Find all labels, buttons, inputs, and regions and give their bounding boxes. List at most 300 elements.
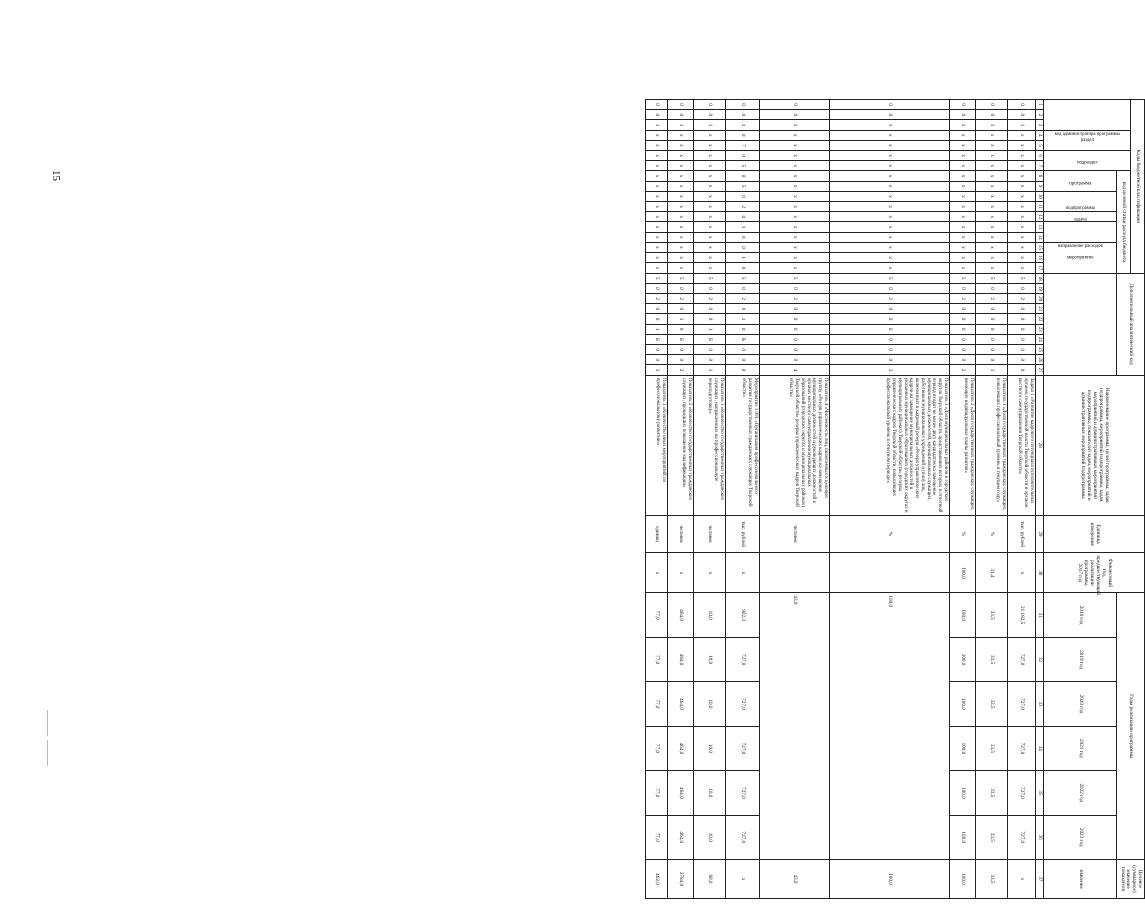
column-number: 34 xyxy=(1036,726,1044,770)
code-cell: 0 xyxy=(760,334,830,344)
code-cell: x xyxy=(976,161,1008,171)
code-cell: x xyxy=(950,161,976,171)
unit-cell: человек xyxy=(760,515,830,553)
code-cell: 3 xyxy=(646,365,668,375)
target-cell: 33,5 xyxy=(976,859,1008,898)
code-cell: 0 xyxy=(760,100,830,110)
code-cell: x xyxy=(950,202,976,212)
code-cell: 5 xyxy=(976,273,1008,283)
year-cell: 33,5 xyxy=(976,593,1008,637)
code-cell: 0 xyxy=(668,110,694,120)
table-row xyxy=(668,100,694,899)
measure-header: мероприятие xyxy=(1044,242,1117,273)
code-cell: 0 xyxy=(726,130,760,140)
code-cell: x xyxy=(1008,253,1036,263)
code-cell: x xyxy=(694,253,726,263)
code-cell: 5 xyxy=(950,273,976,283)
year-cell: 464,0 xyxy=(668,637,694,681)
code-cell: 0 xyxy=(760,314,830,324)
code-cell: x xyxy=(760,181,830,191)
code-cell: x xyxy=(646,202,668,212)
code-cell: 0 xyxy=(726,151,760,161)
year-cell: 727,0 xyxy=(1008,771,1036,815)
code-cell: 0 xyxy=(726,355,760,365)
code-cell: 5 xyxy=(726,161,760,171)
year-cell: 10,0 xyxy=(694,726,726,770)
column-number: 27 xyxy=(1036,365,1044,375)
y2019-header: 2019 год xyxy=(1044,637,1117,681)
row-name: Показатель 4 «Численность лиц, включенных в целевую группу «Резерв управленческих кадров на замещение муниципальных должностей и руководящих должностей в органах местного самоуправления муниципальных образований (городских округах и муниципальных районах) Тверской области» резерва управленческих кадров Тверской области» xyxy=(760,375,830,515)
target-cell: x xyxy=(1008,859,1036,898)
code-cell: 0 xyxy=(646,355,668,365)
code-cell: x xyxy=(668,242,694,252)
code-cell: 0 xyxy=(694,345,726,355)
code-cell: x xyxy=(646,222,668,232)
code-cell: x xyxy=(830,151,950,161)
year-cell: 10,0 xyxy=(694,637,726,681)
code-cell: x xyxy=(694,263,726,273)
code-cell: 0 xyxy=(646,283,668,293)
code-cell: 0 xyxy=(976,110,1008,120)
year-cell: 43,0 xyxy=(760,593,830,860)
code-cell: x xyxy=(950,140,976,150)
admin-code-header: код администратора программы xyxy=(1044,100,1131,131)
fin-year-header: Финансовый год, предшествующий реализации программы, 2017 год xyxy=(1044,553,1145,593)
margin-mark xyxy=(47,710,48,736)
code-cell: 1 xyxy=(1008,120,1036,130)
measure-direction-header: направление расходов xyxy=(1044,222,1117,242)
code-cell: 0 xyxy=(950,100,976,110)
code-cell: x xyxy=(668,171,694,181)
code-cell: Б xyxy=(694,334,726,344)
code-cell: x xyxy=(830,202,950,212)
code-cell: 0 xyxy=(1008,334,1036,344)
column-number: 29 xyxy=(1036,515,1044,553)
year-cell: 33,5 xyxy=(976,771,1008,815)
code-cell: 0 xyxy=(830,345,950,355)
unit-cell: тыс. рублей xyxy=(1008,515,1036,553)
year-cell: 33,5 xyxy=(976,637,1008,681)
code-cell: x xyxy=(1008,130,1036,140)
year-cell: 727,0 xyxy=(1008,637,1036,681)
column-number: 19 xyxy=(1036,283,1044,293)
code-cell: 0 xyxy=(668,304,694,314)
code-cell: 1 xyxy=(726,120,760,130)
column-number: 14 xyxy=(1036,232,1044,242)
code-cell: x xyxy=(760,161,830,171)
code-cell: 0 xyxy=(950,334,976,344)
column-number: 12 xyxy=(1036,212,1044,222)
code-cell: x xyxy=(668,191,694,201)
code-cell: x xyxy=(646,263,668,273)
code-cell: 1 xyxy=(646,120,668,130)
code-cell: 0 xyxy=(976,355,1008,365)
section-header: раздел xyxy=(1044,130,1131,150)
code-cell: x xyxy=(950,222,976,232)
code-cell: 0 xyxy=(830,100,950,110)
table-row xyxy=(830,100,950,899)
unit-cell: человек xyxy=(694,515,726,553)
year-cell: 902,3 xyxy=(726,593,760,637)
code-cell: 0 xyxy=(830,324,950,334)
code-cell: 0 xyxy=(1008,345,1036,355)
table-row xyxy=(694,100,726,899)
code-cell: 1 xyxy=(726,222,760,232)
code-cell: 0 xyxy=(694,283,726,293)
column-number: 3 xyxy=(1036,120,1044,130)
column-number: 2 xyxy=(1036,110,1044,120)
code-cell: x xyxy=(646,212,668,222)
code-cell: 0 xyxy=(976,304,1008,314)
unit-cell: % xyxy=(950,515,976,553)
code-cell: x xyxy=(694,161,726,171)
code-cell: x xyxy=(830,181,950,191)
column-number: 25 xyxy=(1036,345,1044,355)
column-number: 37 xyxy=(1036,859,1044,898)
code-cell: 2 xyxy=(1008,294,1036,304)
code-cell: x xyxy=(694,242,726,252)
unit-cell: человек xyxy=(668,515,694,553)
code-cell: 0 xyxy=(760,345,830,355)
year-cell: 21 182,5 xyxy=(1008,593,1036,637)
code-cell: 0 xyxy=(726,304,760,314)
code-cell: x xyxy=(668,161,694,171)
column-number: 18 xyxy=(1036,273,1044,283)
rotated-page xyxy=(577,99,1145,899)
year-cell: 727,0 xyxy=(726,726,760,770)
year-cell: 727,0 xyxy=(1008,682,1036,726)
year-cell: 100,0 xyxy=(830,593,950,860)
code-cell: 1 xyxy=(646,324,668,334)
code-cell: x xyxy=(830,253,950,263)
code-cell: 2 xyxy=(950,365,976,375)
code-cell: 0 xyxy=(726,365,760,375)
year-cell: 727,0 xyxy=(726,682,760,726)
code-cell: 1 xyxy=(694,365,726,375)
year-cell: 10,0 xyxy=(694,593,726,637)
code-cell: 2 xyxy=(668,365,694,375)
code-cell: x xyxy=(694,130,726,140)
code-cell: 5 xyxy=(1008,273,1036,283)
code-cell: 2 xyxy=(694,294,726,304)
year-cell: 100,0 xyxy=(950,637,976,681)
code-cell: 1 xyxy=(950,120,976,130)
code-cell: 0 xyxy=(694,314,726,324)
code-cell: x xyxy=(668,222,694,232)
code-cell: 0 xyxy=(646,304,668,314)
year-cell: 10,0 xyxy=(694,815,726,859)
code-cell: x xyxy=(1008,202,1036,212)
code-cell: 0 xyxy=(1008,110,1036,120)
code-cell: x xyxy=(760,232,830,242)
code-cell: 0 xyxy=(668,324,694,334)
year-cell: 10,0 xyxy=(694,771,726,815)
code-cell: 0 xyxy=(694,100,726,110)
code-cell: 0 xyxy=(976,345,1008,355)
year-cell: 100,0 xyxy=(950,815,976,859)
code-cell: x xyxy=(668,263,694,273)
page-number: 15 xyxy=(50,170,62,181)
code-cell: 0 xyxy=(726,100,760,110)
code-cell: x xyxy=(1008,242,1036,252)
code-cell: 0 xyxy=(668,283,694,293)
code-cell: x xyxy=(760,130,830,140)
column-number: 5 xyxy=(1036,140,1044,150)
code-cell: x xyxy=(976,253,1008,263)
code-cell: 1 xyxy=(694,120,726,130)
subprogram-header: подпрограмма xyxy=(1044,191,1117,211)
code-cell: 0 xyxy=(726,324,760,334)
subsection-header: подраздел xyxy=(1044,151,1131,171)
y2020-header: 2020 год xyxy=(1044,682,1117,726)
code-cell: x xyxy=(976,181,1008,191)
code-cell: x xyxy=(830,212,950,222)
code-cell: x xyxy=(976,140,1008,150)
column-number: 21 xyxy=(1036,304,1044,314)
target-cell: 43,0 xyxy=(760,859,830,898)
code-cell: 5 xyxy=(694,273,726,283)
code-cell: 0 xyxy=(760,304,830,314)
code-cell: x xyxy=(646,232,668,242)
code-cell: 0 xyxy=(668,100,694,110)
code-cell: x xyxy=(1008,222,1036,232)
code-cell: 0 xyxy=(950,345,976,355)
code-cell: x xyxy=(950,212,976,222)
target-cell: 100,0 xyxy=(830,859,950,898)
target-cell: 2784,0 xyxy=(668,859,694,898)
code-cell: 2 xyxy=(760,294,830,304)
code-cell: 0 xyxy=(726,171,760,181)
code-cell: Б xyxy=(646,334,668,344)
code-cell: 2 xyxy=(726,294,760,304)
code-cell: 0 xyxy=(830,355,950,365)
code-cell: 2 xyxy=(726,202,760,212)
unit-cell: тыс. рублей xyxy=(726,515,760,553)
code-cell: 0 xyxy=(726,263,760,273)
row-name: Показатель 3 «Количество иных мероприятий по профессиональному развитию» xyxy=(646,375,668,515)
column-number: 7 xyxy=(1036,161,1044,171)
table-row xyxy=(976,100,1008,899)
code-cell: 0 xyxy=(950,110,976,120)
code-cell: 0 xyxy=(830,283,950,293)
code-cell: x xyxy=(646,130,668,140)
fin-year-cell: 31,4 xyxy=(976,553,1008,593)
fin-year-cell: x xyxy=(726,553,760,593)
code-cell: x xyxy=(760,263,830,273)
code-cell: x xyxy=(646,242,668,252)
code-cell: x xyxy=(646,140,668,150)
column-number: 33 xyxy=(1036,682,1044,726)
column-number: 6 xyxy=(1036,151,1044,161)
year-cell: 77,0 xyxy=(646,637,668,681)
year-cell: 727,0 xyxy=(1008,815,1036,859)
program-table-sheet xyxy=(577,99,1145,899)
y2021-header: 2021 год xyxy=(1044,726,1117,770)
year-cell: 77,0 xyxy=(646,771,668,815)
code-cell: x xyxy=(950,191,976,201)
code-cell: x xyxy=(1008,191,1036,201)
code-cell: x xyxy=(760,171,830,181)
code-cell: 0 xyxy=(1008,314,1036,324)
code-cell: Б xyxy=(726,334,760,344)
target-cell: 80,0 xyxy=(694,859,726,898)
year-cell: 464,0 xyxy=(668,682,694,726)
code-cell: x xyxy=(668,232,694,242)
code-cell: 0 xyxy=(760,355,830,365)
code-cell: 5 xyxy=(760,273,830,283)
year-cell: 33,5 xyxy=(976,682,1008,726)
code-cell: x xyxy=(694,191,726,201)
unit-cell: % xyxy=(976,515,1008,553)
code-cell: x xyxy=(830,140,950,150)
column-number: 31 xyxy=(1036,593,1044,637)
target-cell: 462,0 xyxy=(646,859,668,898)
code-cell: x xyxy=(976,130,1008,140)
code-cell: x xyxy=(668,202,694,212)
year-cell: 10,0 xyxy=(694,682,726,726)
code-cell: 0 xyxy=(726,110,760,120)
year-cell: 727,0 xyxy=(726,771,760,815)
code-cell: 0 xyxy=(668,345,694,355)
years-group-header: Годы реализации программы xyxy=(1117,593,1145,860)
code-cell: 1 xyxy=(976,365,1008,375)
code-cell: 0 xyxy=(950,304,976,314)
year-cell: 727,0 xyxy=(1008,726,1036,770)
code-cell: x xyxy=(976,242,1008,252)
value-header: значение xyxy=(1044,859,1117,898)
row-name: Показатель 2 «Доля государственных гражданских служащих, имеющих индивидуальные планы развития» xyxy=(950,375,976,515)
code-cell: x xyxy=(668,212,694,222)
code-cell: 1 xyxy=(726,314,760,324)
column-number: 8 xyxy=(1036,171,1044,181)
code-cell: x xyxy=(976,222,1008,232)
code-cell: x xyxy=(1008,263,1036,273)
code-cell: 7 xyxy=(726,140,760,150)
code-cell: 0 xyxy=(726,345,760,355)
table-row xyxy=(1008,100,1036,899)
year-cell: 100,0 xyxy=(950,593,976,637)
code-cell: x xyxy=(976,202,1008,212)
column-number: 22 xyxy=(1036,314,1044,324)
code-cell: x xyxy=(694,151,726,161)
year-cell: 464,0 xyxy=(668,726,694,770)
code-cell: x xyxy=(668,140,694,150)
code-cell: x xyxy=(976,263,1008,273)
code-cell: 0 xyxy=(726,232,760,242)
code-cell: 0 xyxy=(950,355,976,365)
code-cell: x xyxy=(976,191,1008,201)
code-cell: x xyxy=(694,212,726,222)
code-cell: x xyxy=(1008,181,1036,191)
program-table xyxy=(645,99,1145,899)
code-cell: x xyxy=(976,212,1008,222)
code-cell: x xyxy=(830,130,950,140)
code-cell: 1 xyxy=(976,120,1008,130)
code-cell: 0 xyxy=(1008,355,1036,365)
code-cell: 0 xyxy=(976,283,1008,293)
table-row xyxy=(950,100,976,899)
column-number: 23 xyxy=(1036,324,1044,334)
column-number: 24 xyxy=(1036,334,1044,344)
column-number: 30 xyxy=(1036,553,1044,593)
year-cell: 464,0 xyxy=(668,593,694,637)
code-cell: x xyxy=(646,191,668,201)
fin-year-cell: x xyxy=(646,553,668,593)
code-cell: 0 xyxy=(726,283,760,293)
year-cell: 464,0 xyxy=(668,771,694,815)
code-cell: x xyxy=(950,232,976,242)
code-cell: 2 xyxy=(668,294,694,304)
code-cell: 3 xyxy=(830,365,950,375)
unit-cell: единиц xyxy=(646,515,668,553)
code-cell: x xyxy=(1008,151,1036,161)
code-cell: x xyxy=(668,253,694,263)
row-name: Мероприятие 1.001 «Организация профессионального развития государственных гражданских служащих Тверской области» xyxy=(726,375,760,515)
column-number-row xyxy=(1036,100,1044,899)
code-cell: x xyxy=(760,151,830,161)
code-cell: x xyxy=(1008,161,1036,171)
code-cell: x xyxy=(830,232,950,242)
code-cell: x xyxy=(1008,212,1036,222)
code-cell: 4 xyxy=(760,365,830,375)
code-cell: 0 xyxy=(976,324,1008,334)
code-cell: x xyxy=(760,140,830,150)
code-cell: 2 xyxy=(830,294,950,304)
year-cell: 727,0 xyxy=(726,637,760,681)
year-cell: 464,0 xyxy=(668,815,694,859)
column-number: 35 xyxy=(1036,771,1044,815)
table-row xyxy=(726,100,760,899)
column-number: 20 xyxy=(1036,294,1044,304)
column-number: 32 xyxy=(1036,637,1044,681)
code-cell: 0 xyxy=(976,100,1008,110)
column-number: 10 xyxy=(1036,191,1044,201)
target-cell: x xyxy=(726,859,760,898)
column-number: 17 xyxy=(1036,263,1044,273)
code-cell: 0 xyxy=(646,100,668,110)
column-number: 16 xyxy=(1036,253,1044,263)
code-cell: 0 xyxy=(726,191,760,201)
budget-codes-header: Коды бюджетной классификации xyxy=(1131,100,1145,274)
code-cell: 0 xyxy=(830,110,950,120)
code-cell: 2 xyxy=(646,294,668,304)
code-cell: x xyxy=(760,191,830,201)
code-cell: 1 xyxy=(760,120,830,130)
code-cell: x xyxy=(976,171,1008,181)
code-cell: x xyxy=(950,242,976,252)
row-name: Задача 1 «Развитие кадрового потенциала исполнительных органов государственной власти Тверской области и органов местного самоуправления Тверской области» xyxy=(1008,375,1036,515)
code-cell: x xyxy=(760,202,830,212)
code-cell: x xyxy=(646,181,668,191)
year-cell: 33,5 xyxy=(976,726,1008,770)
fin-year-cell xyxy=(760,553,830,593)
code-cell: x xyxy=(950,181,976,191)
code-cell: 0 xyxy=(976,334,1008,344)
code-cell: 0 xyxy=(950,324,976,334)
year-cell: 33,5 xyxy=(976,815,1008,859)
code-cell: 0 xyxy=(646,345,668,355)
code-cell: 0 xyxy=(694,110,726,120)
code-cell: x xyxy=(668,181,694,191)
row-name: Показатель 3 «Доля муниципальных районов и городских округов Тверской области, представивших которых в отчетный период входит не менее двух кандидатов на замещение муниципальных должностей, муниципальных служащих, работников муниципальных учреждений и (или) лиц, включенных в кадровый резерв «Резерв управленческих кадров на замещение муниципальных должностей в указанных муниципальных образованиях (городских округах и муниципальных районах) Тверской области» резерва управленческих кадров Тверской области, повысивших профессиональный уровень в отчетном периоде» xyxy=(830,375,950,515)
y2022-header: 2022 год xyxy=(1044,771,1117,815)
target-article-header: код целевой статьи расхода бюджета xyxy=(1117,171,1131,273)
code-cell: 0 xyxy=(950,314,976,324)
year-cell: 100,0 xyxy=(950,726,976,770)
code-cell: 0 xyxy=(1008,324,1036,334)
code-cell: x xyxy=(646,171,668,181)
code-cell: 1 xyxy=(668,314,694,324)
